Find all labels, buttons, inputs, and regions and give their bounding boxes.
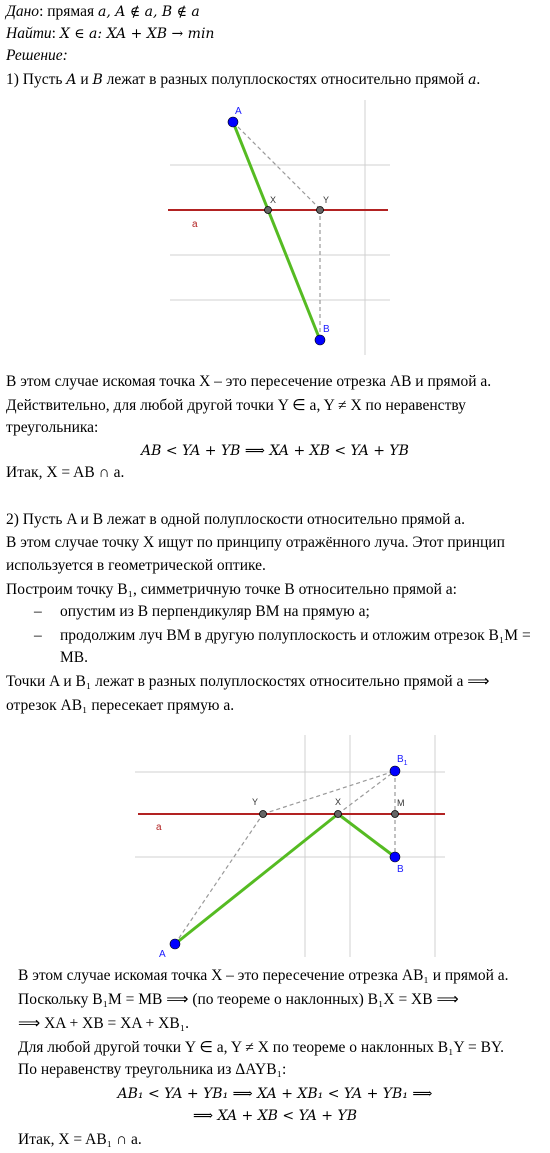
figure2-dashed-AY [175, 814, 263, 944]
figure1-label-X: X [270, 195, 277, 205]
case2-conclusion: Итак, X = AB₁ ∩ a. [18, 1131, 142, 1148]
figure2-point-Y [260, 811, 267, 818]
case1-text3: треугольника: [6, 419, 99, 436]
figure1-segment-AB [233, 122, 320, 340]
given-label: Дано [6, 3, 40, 20]
figure2-label-A: A [159, 949, 166, 960]
case2-text8: ⟹ XA + XB = XA + XB₁. [18, 1015, 189, 1032]
figure2-point-X [335, 811, 342, 818]
case1-text1: В этом случае искомая точка X – это пересечение отрезка AB и прямой a. [6, 373, 492, 390]
find-line [6, 24, 214, 44]
bullet1-dash: – [34, 603, 42, 620]
case2-text4: Точки A и B₁ лежат в разных полуплоскостях относительно прямой a ⟹ [6, 673, 490, 690]
figure1-point-Y [317, 207, 324, 214]
figure2-segment-XB [338, 814, 395, 857]
case2-text7: Поскольку B₁M = MB ⟹ (по теореме о наклонных) B₁X = XB ⟹ [18, 991, 459, 1008]
case2-text2: используется в геометрической оптике. [6, 557, 266, 574]
figure2-dashed-YB1 [263, 771, 395, 814]
case2-formula2: ⟹ XA + XB < YA + YB [192, 1108, 358, 1124]
figure2-point-A [170, 939, 180, 949]
case2-text1: В этом случае точку X ищут по принципу отражённого луча. Этот принцип [6, 534, 505, 551]
case2-formula1: AB₁ < YA + YB₁ ⟹ XA + XB₁ < YA + YB₁ ⟹ [117, 1086, 433, 1102]
figure1-label-B: B [323, 324, 330, 335]
figure1-point-A [228, 117, 238, 127]
case2-bullet1: опустим из B перпендикуляр BM на прямую a; [60, 603, 370, 620]
figure1-point-B [315, 335, 325, 345]
case1-conclusion: Итак, X = AB ∩ a. [6, 464, 125, 481]
bullet2-dash: – [34, 627, 42, 644]
given-line [6, 2, 200, 22]
find-label: Найти [6, 25, 52, 42]
figure2-label-B1-sub: 1 [403, 760, 408, 767]
case2-text3: Построим точку B₁, симметричную точке B относительно прямой a: [6, 581, 457, 598]
figure2-label-X: X [335, 797, 342, 807]
solution-label: Решение: [6, 47, 68, 64]
figure2-point-B [390, 852, 400, 862]
figure2-point-M [392, 811, 399, 818]
case1-title-end: . [476, 71, 481, 88]
figure1-label-a: a [192, 219, 198, 230]
case1-formula: AB < YA + YB ⟹ XA + XB < YA + YB [141, 443, 409, 459]
case2-text5: отрезок AB₁ пересекает прямую a. [6, 697, 235, 714]
case2-text6: В этом случае искомая точка X – это пересечение отрезка AB₁ и прямой a. [18, 967, 509, 984]
figure2-dashed-XB1 [338, 771, 395, 814]
figure2-label-B1: $B_1$ [397, 754, 408, 767]
figure-case2 [130, 735, 450, 960]
case2-title: 2) Пусть A и B лежат в одной полуплоскости относительно прямой a. [6, 511, 466, 528]
figure2-label-Y: Y [252, 797, 259, 807]
case2-text10: По неравенству треугольника из ΔAYB₁: [18, 1061, 287, 1078]
figure2-label-a: a [156, 822, 162, 833]
figure2-point-B1 [390, 766, 400, 776]
given-text: : прямая [39, 3, 99, 20]
case1-title-mid: и [76, 71, 93, 88]
case1-title [6, 70, 480, 90]
case1-title-prefix: 1) Пусть [6, 71, 67, 88]
case2-bullet2b: MB. [60, 649, 88, 666]
case1-title-A: A [66, 72, 77, 88]
case1-title-suffix: лежат в разных полуплоскостях относительно прямой [102, 71, 469, 88]
figure1-point-X [265, 207, 272, 214]
figure1-label-A: A [235, 106, 242, 117]
figure1-label-Y: Y [323, 195, 330, 205]
figure2-segment-AX [175, 814, 338, 944]
given-math: a, A ∉ a, B ∉ a [98, 4, 200, 20]
figure1-grid [170, 100, 390, 355]
find-math: X ∈ a: XA + XB → min [59, 26, 215, 42]
case2-text9: Для любой другой точки Y ∈ a, Y ≠ X по теореме о наклонных B₁Y = BY. [18, 1039, 505, 1056]
figure-case1 [160, 100, 400, 360]
figure2-label-M: M [397, 798, 405, 808]
case1-title-a: a [468, 72, 477, 88]
find-text: : [51, 25, 60, 42]
case1-text2: Действительно, для любой другой точки Y ∈ a, Y ≠ X по неравенству [6, 397, 466, 414]
case1-title-B: B [92, 72, 103, 88]
figure2-label-B: B [397, 864, 404, 875]
case2-bullet2a: продолжим луч BM в другую полуплоскость и отложим отрезок B₁M = [60, 627, 531, 644]
